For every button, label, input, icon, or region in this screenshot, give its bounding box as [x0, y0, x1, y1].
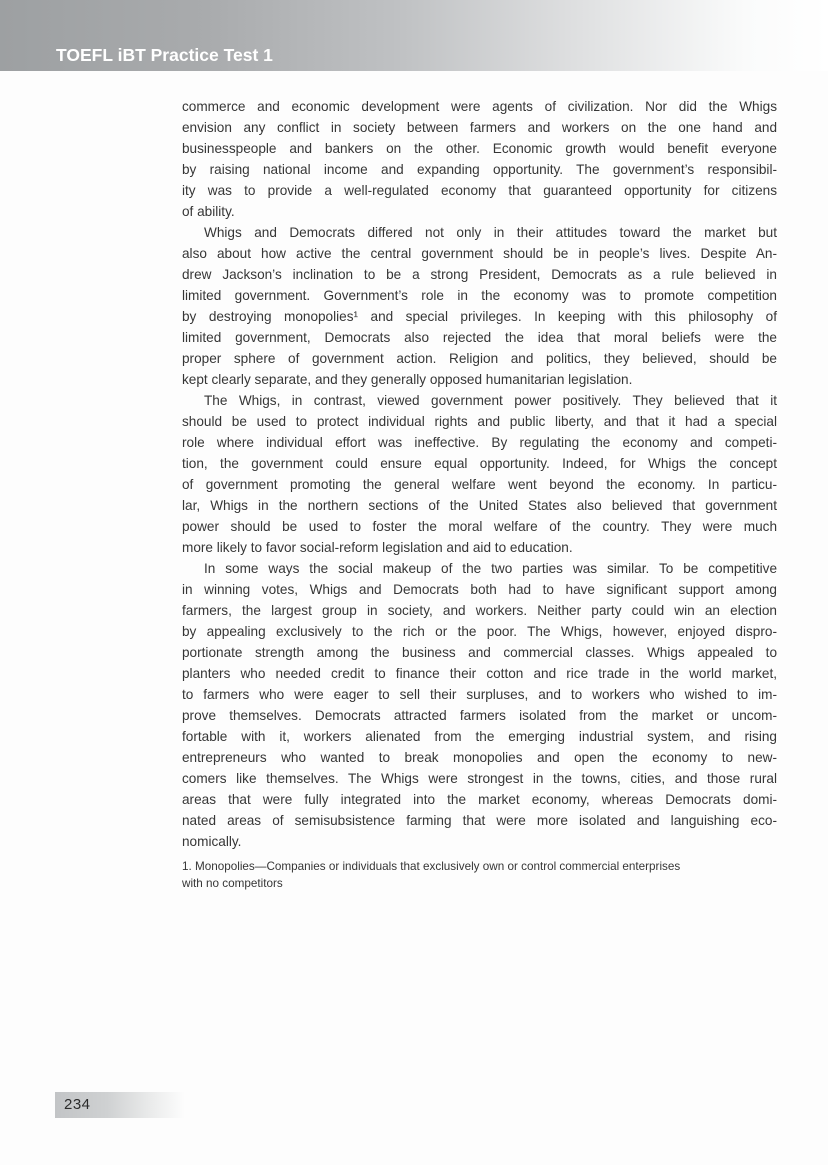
footnote	[182, 858, 782, 892]
text-line: by appealing exclusively to the rich or the poor. The Whigs, however, enjoyed dispro-	[182, 624, 777, 639]
text-line: more likely to favor social-reform legislation and aid to education.	[182, 540, 573, 555]
text-line: commerce and economic development were agents of civilization. Nor did the Whigs	[182, 99, 777, 114]
text-line: tion, the government could ensure equal opportunity. Indeed, for Whigs the concept	[182, 456, 777, 471]
text-line: In some ways the social makeup of the two parties was similar. To be competitive	[204, 561, 777, 576]
text-line: to farmers who were eager to sell their surpluses, and to workers who wished to im-	[182, 687, 777, 702]
paragraph	[182, 96, 777, 222]
text-line: of ability.	[182, 204, 235, 219]
paragraph	[182, 222, 777, 390]
text-line: limited government. Government’s role in the economy was to promote competition	[182, 288, 777, 303]
text-line: drew Jackson’s inclination to be a strong President, Democrats as a rule believed in	[182, 267, 777, 282]
text-line: by destroying monopolies¹ and special privileges. In keeping with this philosophy of	[182, 309, 777, 324]
page-number-bar	[55, 1092, 185, 1118]
text-line: lar, Whigs in the northern sections of the United States also believed that government	[182, 498, 777, 513]
text-line: farmers, the largest group in society, and workers. Neither party could win an election	[182, 603, 777, 618]
text-line: limited government, Democrats also rejected the idea that moral beliefs were the	[182, 330, 777, 345]
text-line: areas that were fully integrated into the market economy, whereas Democrats domi-	[182, 792, 777, 807]
text-line: also about how active the central government should be in people’s lives. Despite An-	[182, 246, 777, 261]
passage	[182, 96, 777, 852]
text-line: by raising national income and expanding opportunity. The government’s responsibil-	[182, 162, 777, 177]
text-line: The Whigs, in contrast, viewed government power positively. They believed that it	[204, 393, 777, 408]
paragraph	[182, 390, 777, 558]
text-line: envision any conflict in society between farmers and workers on the one hand and	[182, 120, 777, 135]
header-band	[0, 0, 828, 71]
text-line: in winning votes, Whigs and Democrats both had to have significant support among	[182, 582, 777, 597]
text-line: fortable with it, workers alienated from the emerging industrial system, and rising	[182, 729, 777, 744]
text-line: of government promoting the general welfare went beyond the economy. In particu-	[182, 477, 777, 492]
page-title: TOEFL iBT Practice Test 1	[56, 45, 273, 65]
text-line: planters who needed credit to finance their cotton and rice trade in the world market,	[182, 666, 777, 681]
paragraph	[182, 558, 777, 852]
text-line: entrepreneurs who wanted to break monopolies and open the economy to new-	[182, 750, 777, 765]
text-line: ity was to provide a well-regulated economy that guaranteed opportunity for citizens	[182, 183, 777, 198]
text-line: power should be used to foster the moral welfare of the country. They were much	[182, 519, 777, 534]
text-line: comers like themselves. The Whigs were strongest in the towns, cities, and those rural	[182, 771, 777, 786]
text-line: businesspeople and bankers on the other. Economic growth would benefit everyone	[182, 141, 777, 156]
footnote-line: with no competitors	[182, 877, 283, 890]
text-line: nomically.	[182, 834, 242, 849]
text-line: Whigs and Democrats differed not only in their attitudes toward the market but	[204, 225, 777, 240]
text-line: prove themselves. Democrats attracted farmers isolated from the market or uncom-	[182, 708, 777, 723]
footnote-line: 1. Monopolies—Companies or individuals that exclusively own or control commercial enterprises	[182, 860, 681, 873]
text-line: kept clearly separate, and they generally opposed humanitarian legislation.	[182, 372, 633, 387]
text-line: portionate strength among the business and commercial classes. Whigs appealed to	[182, 645, 777, 660]
text-line: should be used to protect individual rights and public liberty, and that it had a special	[182, 414, 777, 429]
page-number: 234	[64, 1096, 91, 1113]
text-line: role where individual effort was ineffective. By regulating the economy and competi-	[182, 435, 777, 450]
text-line: proper sphere of government action. Religion and politics, they believed, should be	[182, 351, 777, 366]
text-line: nated areas of semisubsistence farming that were more isolated and languishing eco-	[182, 813, 777, 828]
